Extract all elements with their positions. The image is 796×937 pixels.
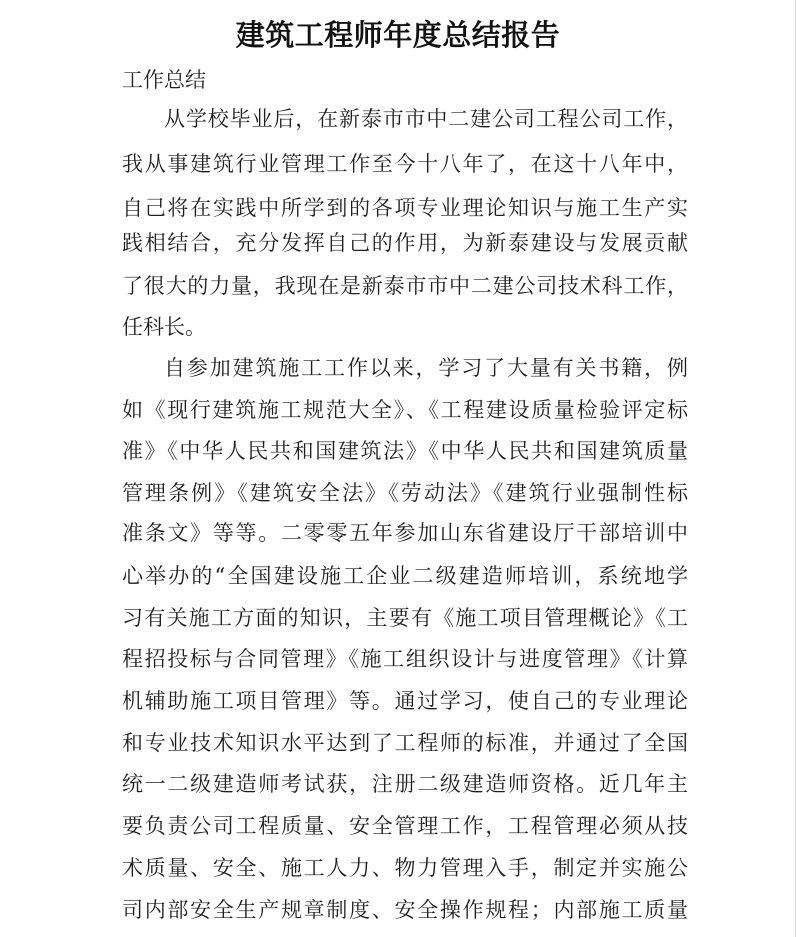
paragraph-1-line-6: 任科长。 [122, 315, 206, 339]
paragraph-2-line-3: 准》《中华人民共和国建筑法》《中华人民共和国建筑质量 [122, 439, 688, 463]
paragraph-2-line-9: 机辅助施工项目管理》等。通过学习，使自己的专业理论 [122, 689, 688, 713]
section-heading: 工作总结 [122, 68, 206, 92]
paragraph-2-line-14: 司内部安全生产规章制度、安全操作规程；内部施工质量 [122, 898, 688, 922]
paragraph-2-line-4: 管理条例》《建筑安全法》《劳动法》《建筑行业强制性标 [122, 481, 688, 505]
paragraph-1-line-1: 从学校毕业后，在新泰市市中二建公司工程公司工作， [164, 107, 688, 131]
paragraph-2-line-8: 程招投标与合同管理》《施工组织设计与进度管理》《计算 [122, 647, 688, 671]
document-title: 建筑工程师年度总结报告 [235, 18, 561, 52]
paragraph-1-line-4: 践相结合，充分发挥自己的作用，为新泰建设与发展贡献 [122, 231, 688, 255]
paragraph-1-line-3: 自己将在实践中所学到的各项专业理论知识与施工生产实 [122, 196, 688, 220]
paragraph-1-line-5: 了很大的力量，我现在是新泰市市中二建公司技术科工作， [122, 274, 688, 298]
paragraph-2-line-5: 准条文》等等。二零零五年参加山东省建设厅干部培训中 [122, 521, 688, 545]
paragraph-2-line-12: 要负责公司工程质量、安全管理工作，工程管理必须从技 [122, 814, 688, 838]
paragraph-2-line-2: 如《现行建筑施工规范大全》、《工程建设质量检验评定标 [122, 398, 688, 422]
paragraph-2-line-13: 术质量、安全、施工人力、物力管理入手，制定并实施公 [122, 856, 688, 880]
paragraph-2-line-10: 和专业技术知识水平达到了工程师的标准，并通过了全国 [122, 731, 688, 755]
paragraph-1-line-2: 我从事建筑行业管理工作至今十八年了，在这十八年中， [122, 152, 688, 176]
paragraph-2-line-11: 统一二级建造师考试获，注册二级建造师资格。近几年主 [122, 772, 688, 796]
paragraph-2-line-1: 自参加建筑施工工作以来，学习了大量有关书籍，例 [164, 356, 688, 380]
paragraph-2-line-7: 习有关施工方面的知识，主要有《施工项目管理概论》《工 [122, 606, 688, 630]
paragraph-2-line-6: 心举办的“全国建设施工企业二级建造师培训，系统地学 [122, 564, 688, 588]
